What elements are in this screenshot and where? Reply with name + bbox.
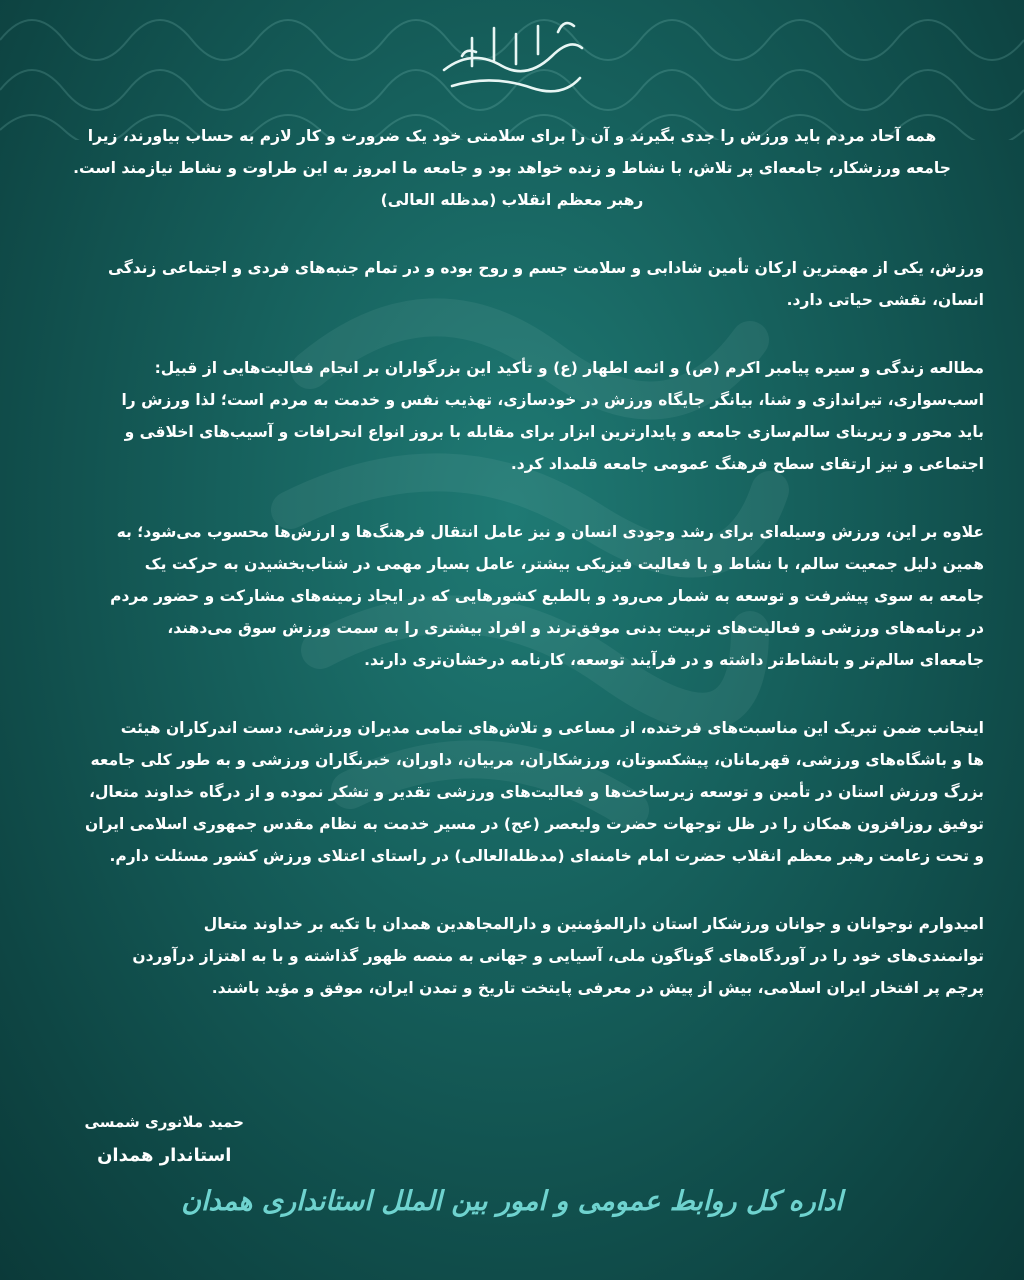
paragraph-line: جامعه به سوی پیشرفت و توسعه به شمار می‌رود و بالطبع کشورهایی که در ایجاد زمینه‌های مشارکت و حضور مردم: [110, 587, 984, 605]
paragraph-line: بزرگ ورزش استان در تأمین و توسعه زیرساخت‌ها و فعالیت‌های ورزشی تقدیر و تشکر نموده و از درگاه خداوند متعال،: [89, 783, 984, 801]
signer-title: استاندار همدان: [97, 1145, 232, 1166]
paragraph-line: توفیق روزافزون همکان را در ظل توجهات حضرت ولیعصر (عج) در مسیر خدمت به نظام مقدس جمهوری اسلامی ایران: [84, 815, 984, 833]
paragraph-line: انسان، نقشی حیاتی دارد.: [786, 291, 984, 309]
paragraph-1: [40, 252, 984, 316]
paragraph-line: در برنامه‌های ورزشی و فعالیت‌های تربیت بدنی موفق‌ترند و افراد بیشتری را به سمت ورزش سوق می‌دهند،: [167, 619, 984, 637]
paragraph-line: باید محور و زیربنای سالم‌سازی جامعه و پایدارترین ابزار برای مقابله با بروز انواع انحرافات و آسیب‌های اخلاقی و: [124, 423, 984, 441]
paragraph-line: توانمندی‌های خود را در آوردگاه‌های گوناگون ملی، آسیایی و جهانی به منصه ظهور گذاشته و با به اهتزاز درآوردن: [132, 947, 984, 965]
paragraph-line: علاوه بر این، ورزش وسیله‌ای برای رشد وجودی انسان و نیز عامل انتقال فرهنگ‌ها و ارزش‌ها محسوب می‌شود؛ به: [116, 523, 984, 541]
paragraph-3: [40, 516, 984, 676]
paragraph-5: [40, 908, 984, 1004]
paragraph-line: ها و باشگاه‌های ورزشی، قهرمانان، پیشکسوتان، ورزشکاران، مربیان، داوران، خبرنگاران ورزشی و به طور کلی جامعه: [90, 751, 984, 769]
quote-line: جامعه ورزشکار، جامعه‌ای پر تلاش، با نشاط و زنده خواهد بود و جامعه ما امروز به این طراوت و نشاط نیازمند است.: [73, 159, 951, 177]
quote-attribution: رهبر معظم انقلاب (مدظله العالی): [380, 191, 644, 209]
paragraph-2: [40, 352, 984, 480]
paragraph-line: جامعه‌ای سالم‌تر و بانشاط‌تر داشته و در فرآیند توسعه، کارنامه درخشان‌تری دارند.: [364, 651, 984, 669]
paragraph-line: امیدوارم نوجوانان و جوانان ورزشکار استان دارالمؤمنین و دارالمجاهدین همدان با تکیه بر خداوند متعال: [203, 915, 984, 933]
signer-name: حمید ملانوری شمسی: [84, 1113, 244, 1131]
paragraph-line: اسب‌سواری، تیراندازی و شنا، بیانگر جایگاه ورزش در خودسازی، تهذیب نفس و خدمت به مردم است؛ لذا ورزش را: [121, 391, 984, 409]
paragraph-line: پرچم پر افتخار ایران اسلامی، بیش از پیش در معرفی پایتخت تاریخ و تمدن ایران، موفق و مؤید باشند.: [211, 979, 984, 997]
paragraph-line: اجتماعی و نیز ارتقای سطح فرهنگ عمومی جامعه قلمداد کرد.: [510, 455, 984, 473]
basmala-calligraphy: [432, 8, 592, 108]
signature-block: [85, 1108, 244, 1176]
paragraph-line: اینجانب ضمن تبریک این مناسبت‌های فرخنده، از مساعی و تلاش‌های تمامی مدیران ورزشی، دست اندرکاران هیئت: [120, 719, 984, 737]
quote-line: همه آحاد مردم باید ورزش را جدی بگیرند و آن را برای سلامتی خود یک ضرورت و کار لازم به حساب بیاورند، زیرا: [87, 127, 937, 145]
paragraph-line: ورزش، یکی از مهمترین ارکان تأمین شادابی و سلامت جسم و روح بوده و در تمام جنبه‌های فردی و اجتماعی زندگی: [108, 259, 984, 277]
leader-quote: [40, 120, 984, 216]
paragraph-line: همین دلیل جمعیت سالم، با نشاط و با فعالیت فیزیکی بیشتر، عامل بسیار مهمی در شتاب‌بخشیدن به حرکت یک: [144, 555, 984, 573]
footer-office-name: اداره کل روابط عمومی و امور بین الملل استانداری همدان: [181, 1186, 843, 1217]
statement-body: [40, 120, 984, 1004]
paragraph-4: [40, 712, 984, 872]
paragraph-line: مطالعه زندگی و سیره پیامبر اکرم (ص) و ائمه اطهار (ع) و تأکید این بزرگواران بر انجام فعالیت‌هایی از قبیل:: [154, 359, 984, 377]
paragraph-line: و تحت زعامت رهبر معظم انقلاب حضرت امام خامنه‌ای (مدظله‌العالی) در راستای اعتلای ورزش کشور مسئلت دارم.: [109, 847, 984, 865]
